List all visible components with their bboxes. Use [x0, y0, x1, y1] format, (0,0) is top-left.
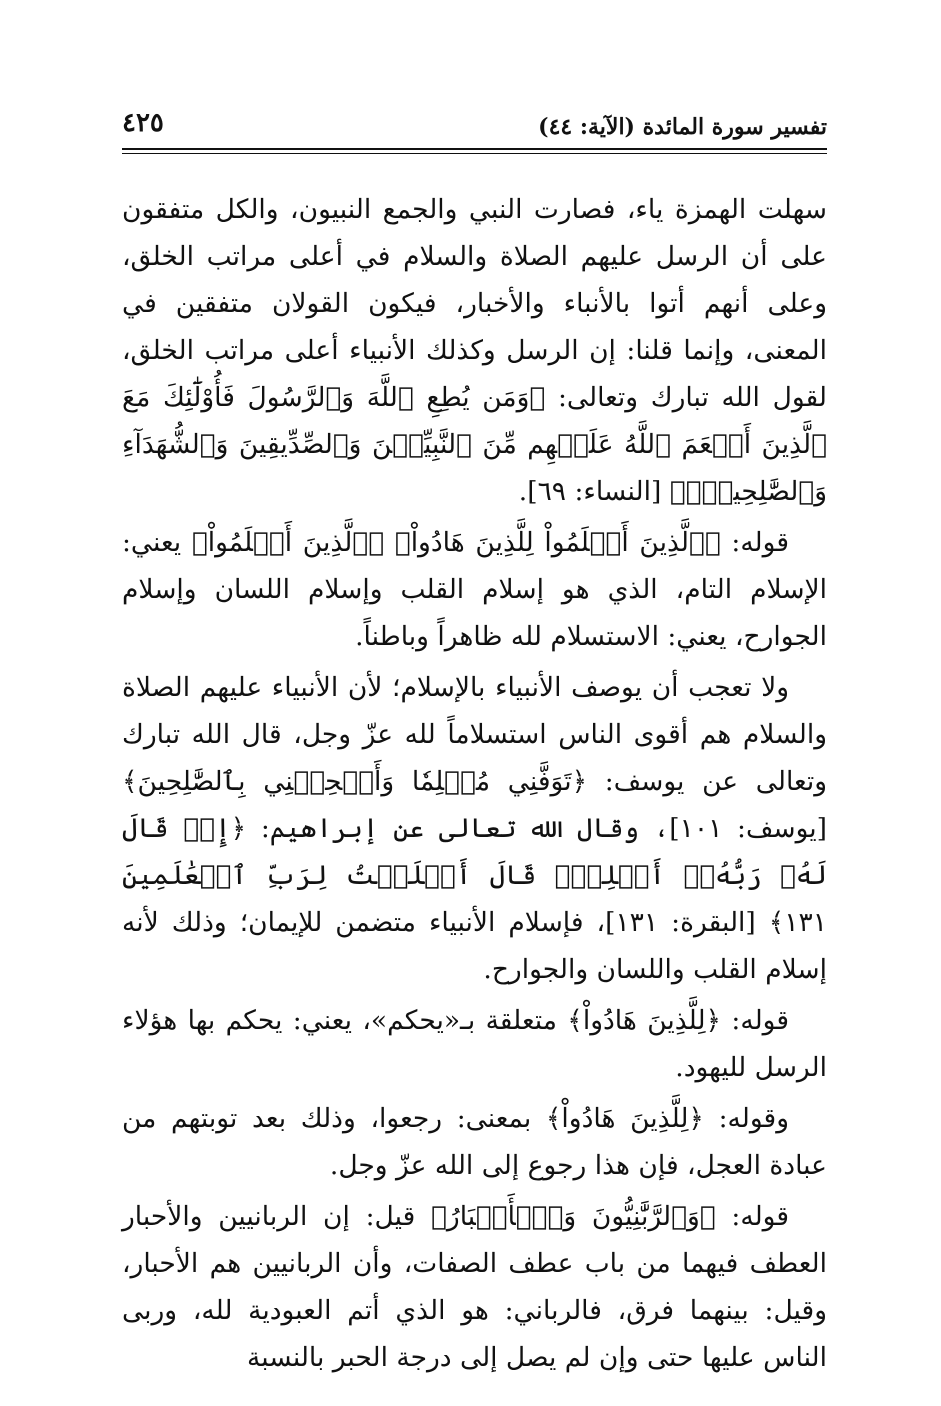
paragraph: ولا تعجب أن يوصف الأنبياء بالإسلام؛ لأن الأنبياء عليهم الصلاة والسلام هم أقوى الناس استسلاماً لله عزّ وجل، قال الله تبارك وتعالى عن يوسف: ﴿تَوَفَّنِي مُسۡلِمٗا وَأَلۡحِقۡنِي بِٱلصَّٰلِحِينَ﴾ [يوسف: ١٠١]، وقال الله تعالى عن إبراهيم: ﴿إِذۡ قَالَ لَهُۥ رَبُّهُۥٓ أَسۡلِمۡۖ قَالَ أَسۡلَمۡتُ لِرَبِّ ٱلۡعَٰلَمِينَ ١٣١﴾ [البقرة: ١٣١]، فإسلام الأنبياء متضمن للإيمان؛ وذلك لأنه إسلام القلب واللسان والجوارح.: [122, 672, 827, 985]
paragraph: قوله: ﴿ٱلَّذِينَ أَسۡلَمُواْ لِلَّذِينَ هَادُواْ﴾ ﴿ٱلَّذِينَ أَسۡلَمُواْ﴾ يعني: الإسلام التام، الذي هو إسلام القلب وإسلام اللسان وإسلام الجوارح، يعني: الاستسلام لله ظاهراً وباطناً.: [122, 527, 827, 652]
running-title: تفسير سورة المائدة (الآية: ٤٤): [538, 114, 827, 140]
page-number: ٤٢٥: [122, 108, 164, 138]
paragraph: وقوله: ﴿لِلَّذِينَ هَادُواْ﴾ بمعنى: رجعوا، وذلك بعد توبتهم من عبادة العجل، فإن هذا رجوع إلى الله عزّ وجل.: [122, 1103, 827, 1181]
page-body: [122, 186, 827, 1381]
paragraph: سهلت الهمزة ياء، فصارت النبي والجمع النبيون، والكل متفقون على أن الرسل عليهم الصلاة والسلام في أعلى مراتب الخلق، وعلى أنهم أتوا بالأنباء والأخبار، فيكون القولان متفقين في المعنى، وإنما قلنا: إن الرسل وكذلك الأنبياء أعلى مراتب الخلق، لقول الله تبارك وتعالى: ﴿وَمَن يُطِعِ ٱللَّهَ وَٱلرَّسُولَ فَأُوْلَٰٓئِكَ مَعَ ٱلَّذِينَ أَنۡعَمَ ٱللَّهُ عَلَيۡهِم مِّنَ ٱلنَّبِيِّـۧنَ وَٱلصِّدِّيقِينَ وَٱلشُّهَدَآءِ وَٱلصَّٰلِحِينَۚ﴾ [النساء: ٦٩].: [122, 194, 827, 507]
page-header: [122, 108, 827, 148]
header-rule: [122, 148, 827, 150]
header-rule-thin: [122, 153, 827, 154]
paragraph: قوله: ﴿وَٱلرَّبَّٰنِيُّونَ وَٱلۡأَحۡبَارُ﴾ قيل: إن الربانيين والأحبار العطف فيهما من باب عطف الصفات، وأن الربانيين هم الأحبار، وقيل: بينهما فرق، فالرباني: هو الذي أتم العبودية لله، وربى الناس عليها حتى وإن لم يصل إلى درجة الحبر بالنسبة: [122, 1201, 827, 1373]
paragraph: قوله: ﴿لِلَّذِينَ هَادُواْ﴾ متعلقة بـ«يحكم»، يعني: يحكم بها هؤلاء الرسل لليهود.: [122, 1005, 827, 1083]
